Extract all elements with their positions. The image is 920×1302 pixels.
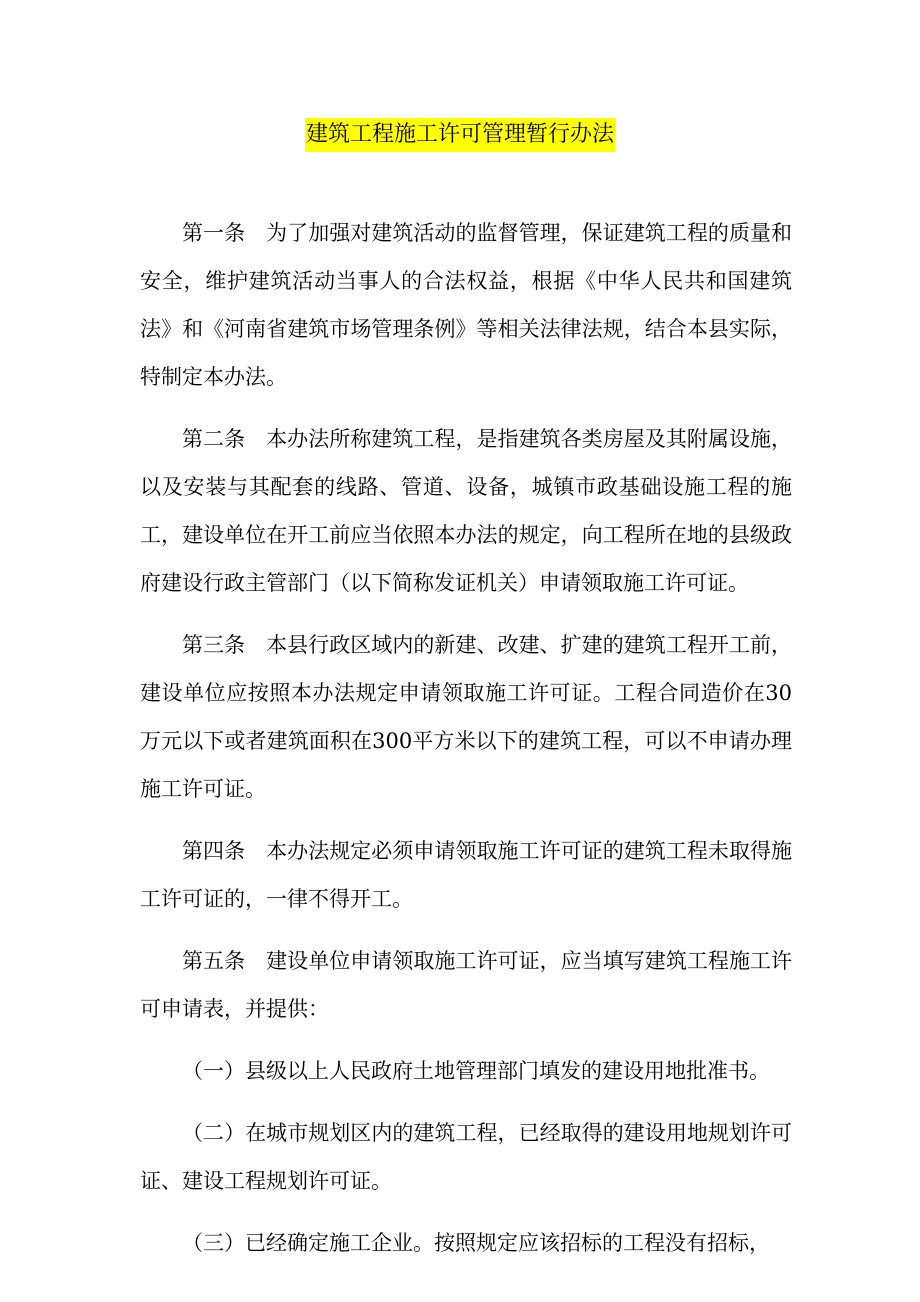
document-body <box>140 209 792 1281</box>
list-item-2: （二）在城市规划区内的建筑工程，已经取得的建设用地规划许可证、建设工程规划许可证。 <box>140 1121 792 1193</box>
article-5-label: 第五条 <box>182 949 246 973</box>
article-3 <box>140 621 792 813</box>
article-5 <box>140 937 792 1033</box>
article-4 <box>140 827 792 923</box>
list-item-1: （一）县级以上人民政府土地管理部门填发的建设用地批准书。 <box>182 1059 770 1083</box>
article-3-text: 本县行政区域内的新建、改建、扩建的建筑工程开工前，建设单位应按照本办法规定申请领取施工许可证。工程合同造价在30万元以下或者建筑面积在300平方米以下的建筑工程，可以不申请办理施工许可证。 <box>140 633 793 801</box>
list-item-3: （三）已经确定施工企业。按照规定应该招标的工程没有招标， <box>182 1231 770 1255</box>
article-2-label: 第二条 <box>182 427 246 451</box>
document-title: 建筑工程施工许可管理暂行办法 <box>305 118 615 152</box>
article-1 <box>140 209 792 401</box>
article-2-text: 本办法所称建筑工程，是指建筑各类房屋及其附属设施，以及安装与其配套的线路、管道、设备，城镇市政基础设施工程的施工，建设单位在开工前应当依照本办法的规定，向工程所在地的县级政府建设行政主管部门（以下简称发证机关）申请领取施工许可证。 <box>140 427 793 595</box>
article-2 <box>140 415 792 607</box>
article-4-label: 第四条 <box>182 839 246 863</box>
title-container <box>0 118 920 152</box>
article-5-text: 建设单位申请领取施工许可证，应当填写建筑工程施工许可申请表，并提供： <box>140 949 793 1021</box>
article-1-text: 为了加强对建筑活动的监督管理，保证建筑工程的质量和安全，维护建筑活动当事人的合法权益，根据《中华人民共和国建筑法》和《河南省建筑市场管理条例》等相关法律法规，结合本县实际，特制定本办法。 <box>140 221 793 389</box>
article-4-text: 本办法规定必须申请领取施工许可证的建筑工程未取得施工许可证的，一律不得开工。 <box>140 839 793 911</box>
article-3-label: 第三条 <box>182 633 246 657</box>
article-1-label: 第一条 <box>182 221 246 245</box>
